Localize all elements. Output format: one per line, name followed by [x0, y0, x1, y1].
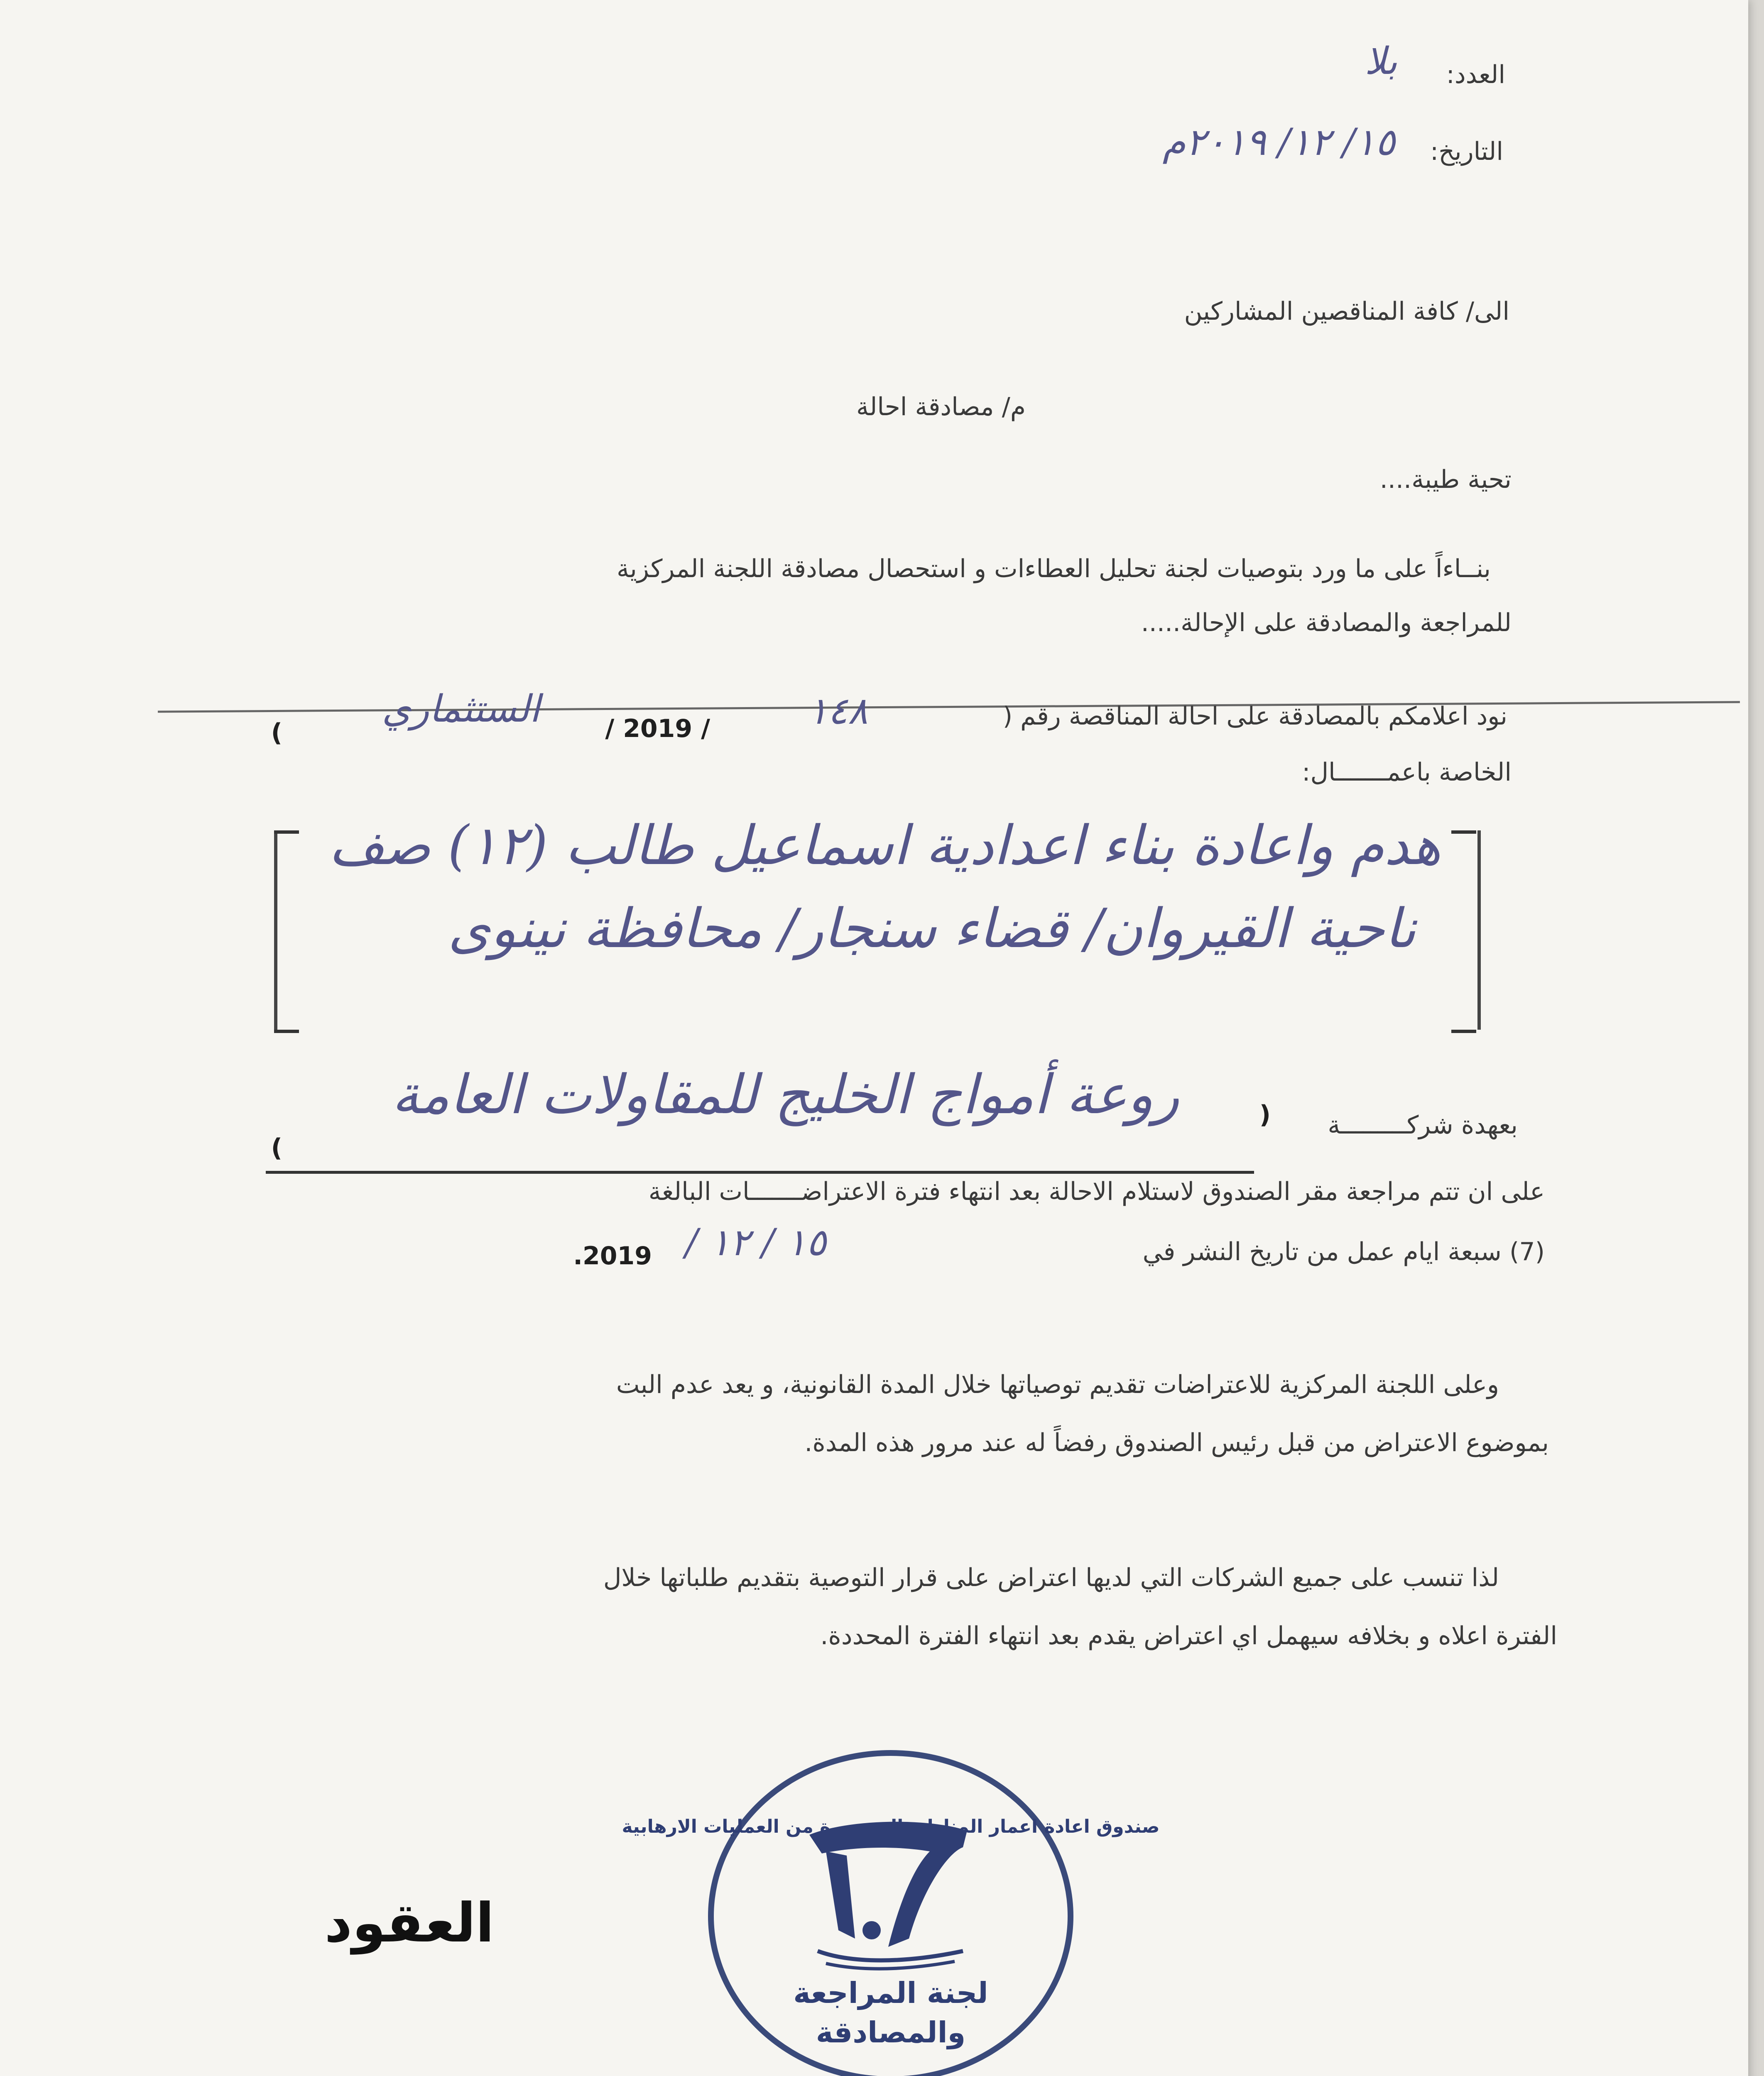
subject-line: م/ مصادقة احالة [856, 392, 1026, 421]
seal-line-1: لجنة المراجعة [793, 1976, 988, 2010]
number-label: العدد: [1446, 60, 1505, 89]
company-underline [266, 1171, 1254, 1174]
works-line-2-handwritten: ناحية القيروان/ قضاء سنجار/ محافظة نينوى [448, 897, 1416, 960]
review-date-year: 2019. [573, 1241, 652, 1271]
committee-line-2: بموضوع الاعتراض من قبل رئيس الصندوق رفضاً له عند مرور هذه المدة. [804, 1428, 1549, 1457]
bracket-tick-bl [274, 1030, 299, 1033]
company-paren-close: ) [271, 1133, 282, 1163]
review-line-2: (7) سبعة ايام عمل من تاريخ النشر في [1142, 1237, 1545, 1266]
bracket-tick-tl [274, 830, 299, 834]
seal-line-2: والمصادقة [816, 2015, 966, 2049]
date-handwritten: ١٥/ ١٢/ ٢٠١٩م [1162, 120, 1395, 164]
notice-line-1: لذا تنسب على جميع الشركات التي لديها اعتراض على قرار التوصية بتقديم طلباتها خلال [603, 1563, 1499, 1592]
notice-line-2: الفترة اعلاه و بخلافه سيهمل اي اعتراض يقدم بعد انتهاء الفترة المحددة. [820, 1621, 1557, 1650]
company-paren-open: ( [1259, 1100, 1271, 1129]
contracts-signature: العقود [324, 1891, 494, 1954]
intro-line-2: للمراجعة والمصادقة على الإحالة..... [1141, 608, 1512, 637]
review-date-handwritten: ١٥ / ١٢ / [685, 1221, 826, 1264]
recipient-line: الى/ كافة المناقصين المشاركين [1184, 297, 1509, 326]
bracket-tick-tr [1451, 830, 1476, 834]
greeting: تحية طيبة.... [1379, 465, 1512, 494]
seal-ring-text: صندوق اعادة اعمار المناطق المتضررة من العمليات الارهابية [622, 1816, 1160, 1837]
tender-paren: ) [271, 718, 282, 747]
intro-line-1: بنــاءاً على ما ورد بتوصيات لجنة تحليل العطاءات و استحصال مصادقة اللجنة المركزية [616, 554, 1491, 583]
bracket-tick-br [1451, 1030, 1476, 1033]
tender-year: / 2019 / [605, 714, 710, 743]
company-label: بعهدة شركـــــــــة [1328, 1111, 1518, 1140]
tender-number-handwritten: ١٤٨ [807, 689, 868, 733]
works-line-1-handwritten: هدم واعادة بناء اعدادية اسماعيل طالب (١٢) صف [328, 814, 1441, 877]
tender-type-handwritten: الستثماري [382, 687, 540, 731]
committee-line-1: وعلى اللجنة المركزية للاعتراضات تقديم توصياتها خلال المدة القانونية، و يعد عدم البت [616, 1370, 1499, 1399]
works-label: الخاصة باعمـــــــال: [1302, 758, 1512, 787]
date-label: التاريخ: [1430, 137, 1503, 166]
number-handwritten: بلا [1365, 39, 1397, 83]
tender-intro: نود اعلامكم بالمصادقة على احالة المناقصة رقم ( [1002, 702, 1507, 731]
company-name-handwritten: روعة أمواج الخليج للمقاولات العامة [392, 1063, 1179, 1126]
review-line-1: على ان تتم مراجعة مقر الصندوق لاستلام الاحالة بعد انتهاء فترة الاعتراضـــــــات البالغة [648, 1177, 1545, 1206]
official-seal [622, 1750, 1160, 2076]
